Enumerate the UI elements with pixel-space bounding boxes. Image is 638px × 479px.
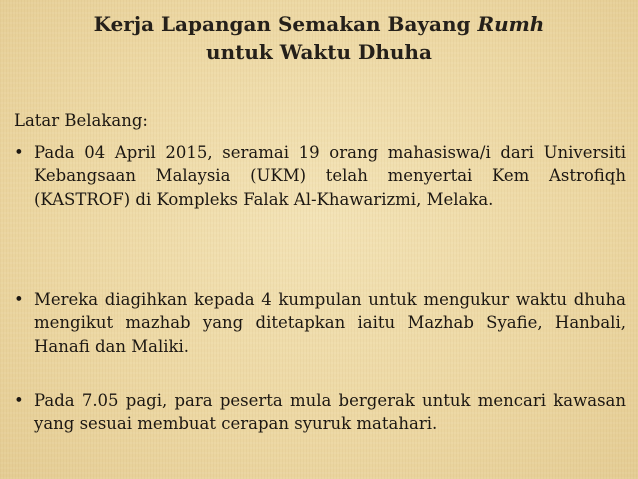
bullet-item <box>14 389 626 436</box>
bullet-dot: • <box>14 290 24 309</box>
title-line-2: untuk Waktu Dhuha <box>206 40 432 64</box>
bullet-dot: • <box>14 143 24 162</box>
bullet-text: Pada 04 April 2015, seramai 19 orang mahasiswa/i dari Universiti Kebangsaan Malaysia (UKM) telah menyertai Kem Astrofiqh (KASTROF) di Kompleks Falak Al-Khawarizmi, Melaka. <box>34 143 626 209</box>
bullet-item <box>14 141 626 211</box>
bullet-item <box>14 288 626 358</box>
subheading-latar-belakang: Latar Belakang: <box>14 111 148 130</box>
bullet-dot: • <box>14 391 24 410</box>
title-line-1-text: Kerja Lapangan Semakan Bayang <box>93 12 478 36</box>
bullet-text: Pada 7.05 pagi, para peserta mula bergerak untuk mencari kawasan yang sesuai membuat cerapan syuruk matahari. <box>34 391 626 434</box>
title-italic-word: Rumh <box>477 12 545 36</box>
slide-title <box>20 10 618 66</box>
bullet-text: Mereka diagihkan kepada 4 kumpulan untuk mengukur waktu dhuha mengikut mazhab yang ditetapkan iaitu Mazhab Syafie, Hanbali, Hanafi dan Maliki. <box>34 290 626 356</box>
title-line-1 <box>20 10 618 38</box>
